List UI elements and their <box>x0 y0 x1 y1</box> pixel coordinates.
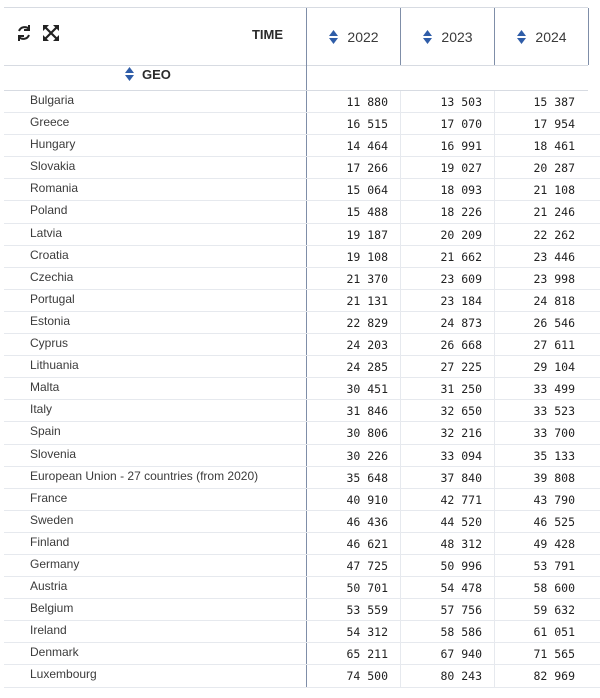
value-cell-2024: 29 104 <box>533 360 575 375</box>
geo-dimension-label: GEO <box>142 66 171 82</box>
table-row <box>4 665 600 687</box>
value-cell-2022: 21 131 <box>346 293 388 308</box>
column-divider <box>400 224 401 245</box>
geo-cell: Croatia <box>30 247 69 262</box>
sort-icon[interactable] <box>328 29 339 45</box>
value-cell-2022: 19 187 <box>346 227 388 242</box>
column-divider <box>306 555 307 576</box>
column-header-2024[interactable] <box>494 8 589 65</box>
value-cell-2023: 20 209 <box>440 227 482 242</box>
value-cell-2023: 18 093 <box>440 183 482 198</box>
geo-cell: Ireland <box>30 623 67 638</box>
table-row <box>4 290 600 312</box>
value-cell-2023: 18 226 <box>440 205 482 220</box>
column-divider <box>400 201 401 222</box>
table-row <box>4 400 600 422</box>
column-divider <box>400 179 401 200</box>
geo-cell: Luxembourg <box>30 667 97 682</box>
table-row <box>4 113 600 135</box>
column-divider <box>400 621 401 642</box>
value-cell-2023: 24 873 <box>440 315 482 330</box>
value-cell-2023: 21 662 <box>440 249 482 264</box>
column-divider <box>400 555 401 576</box>
table-row <box>4 201 600 223</box>
value-cell-2022: 65 211 <box>346 647 388 662</box>
column-divider <box>400 445 401 466</box>
value-cell-2024: 61 051 <box>533 625 575 640</box>
column-divider <box>306 511 307 532</box>
column-header-2022[interactable] <box>306 8 400 65</box>
column-divider <box>400 378 401 399</box>
year-label: 2024 <box>535 28 567 45</box>
column-divider <box>400 91 401 112</box>
value-cell-2022: 19 108 <box>346 249 388 264</box>
geo-cell: Slovenia <box>30 446 77 461</box>
table-row <box>4 599 600 621</box>
column-divider <box>400 290 401 311</box>
column-divider <box>400 577 401 598</box>
table-toolbar <box>15 24 60 42</box>
table-row <box>4 555 600 577</box>
value-cell-2024: 22 262 <box>533 227 575 242</box>
column-divider <box>400 268 401 289</box>
column-divider <box>306 64 307 90</box>
value-cell-2024: 27 611 <box>533 338 575 353</box>
column-divider <box>400 533 401 554</box>
geo-cell: Denmark <box>30 645 79 660</box>
column-divider <box>306 577 307 598</box>
geo-cell: Austria <box>30 579 68 594</box>
table-row <box>4 511 600 533</box>
table-row <box>4 422 600 444</box>
column-divider <box>306 467 307 488</box>
table-row <box>4 246 600 268</box>
geo-cell: France <box>30 490 68 505</box>
column-divider <box>306 665 307 686</box>
data-table <box>4 7 600 698</box>
value-cell-2022: 54 312 <box>346 625 388 640</box>
value-cell-2023: 50 996 <box>440 558 482 573</box>
table-row <box>4 334 600 356</box>
value-cell-2023: 17 070 <box>440 117 482 132</box>
value-cell-2023: 37 840 <box>440 470 482 485</box>
column-divider <box>306 378 307 399</box>
value-cell-2024: 71 565 <box>533 647 575 662</box>
sort-icon[interactable] <box>422 29 433 45</box>
value-cell-2022: 17 266 <box>346 161 388 176</box>
value-cell-2023: 58 586 <box>440 625 482 640</box>
year-label: 2023 <box>441 28 473 45</box>
value-cell-2024: 21 246 <box>533 205 575 220</box>
value-cell-2023: 67 940 <box>440 647 482 662</box>
value-cell-2024: 46 525 <box>533 514 575 529</box>
table-row <box>4 135 600 157</box>
time-dimension-label: TIME <box>251 27 283 42</box>
column-divider <box>400 467 401 488</box>
value-cell-2023: 32 216 <box>440 426 482 441</box>
value-cell-2023: 19 027 <box>440 161 482 176</box>
value-cell-2023: 42 771 <box>440 492 482 507</box>
value-cell-2022: 24 203 <box>346 338 388 353</box>
table-row <box>4 643 600 665</box>
geo-sort-header[interactable] <box>124 66 171 82</box>
table-row <box>4 224 600 246</box>
value-cell-2024: 33 499 <box>533 382 575 397</box>
value-cell-2024: 15 387 <box>533 95 575 109</box>
value-cell-2022: 30 226 <box>346 448 388 463</box>
column-divider <box>306 224 307 245</box>
table-row <box>4 621 600 643</box>
column-header-2023[interactable] <box>400 8 494 65</box>
column-divider <box>400 599 401 620</box>
value-cell-2024: 17 954 <box>533 117 575 132</box>
value-cell-2023: 26 668 <box>440 338 482 353</box>
column-divider <box>400 400 401 421</box>
column-divider <box>400 135 401 156</box>
geo-cell: Portugal <box>30 291 75 306</box>
value-cell-2024: 82 969 <box>533 669 575 684</box>
geo-cell: Latvia <box>30 225 63 240</box>
column-divider <box>306 312 307 333</box>
table-row <box>4 356 600 378</box>
value-cell-2024: 23 998 <box>533 271 575 286</box>
geo-cell: Bulgaria <box>30 93 75 107</box>
value-cell-2024: 49 428 <box>533 536 575 551</box>
value-cell-2022: 35 648 <box>346 470 388 485</box>
value-cell-2022: 15 064 <box>346 183 388 198</box>
value-cell-2022: 31 846 <box>346 404 388 419</box>
sort-icon[interactable] <box>124 66 135 82</box>
column-divider <box>306 356 307 377</box>
year-label: 2022 <box>347 28 379 45</box>
value-cell-2024: 23 446 <box>533 249 575 264</box>
value-cell-2024: 53 791 <box>533 558 575 573</box>
geo-cell: Finland <box>30 534 70 549</box>
geo-cell: Romania <box>30 181 79 196</box>
geo-cell: European Union - 27 countries (from 2020) <box>30 468 259 483</box>
table-row <box>4 179 600 201</box>
value-cell-2022: 53 559 <box>346 603 388 618</box>
geo-cell: Lithuania <box>30 358 79 373</box>
value-cell-2023: 54 478 <box>440 581 482 596</box>
value-cell-2022: 24 285 <box>346 360 388 375</box>
geo-cell: Cyprus <box>30 336 69 351</box>
table-row <box>4 467 600 489</box>
geo-cell: Spain <box>30 424 61 439</box>
geo-cell: Greece <box>30 115 70 130</box>
value-cell-2023: 31 250 <box>440 382 482 397</box>
value-cell-2022: 74 500 <box>346 669 388 684</box>
column-divider <box>306 422 307 443</box>
column-divider <box>306 135 307 156</box>
column-divider <box>306 533 307 554</box>
value-cell-2023: 23 609 <box>440 271 482 286</box>
geo-cell: Italy <box>30 402 53 417</box>
value-cell-2023: 44 520 <box>440 514 482 529</box>
geo-cell: Poland <box>30 203 68 218</box>
column-divider <box>306 400 307 421</box>
table-row <box>4 533 600 555</box>
geo-cell: Czechia <box>30 269 74 284</box>
value-cell-2024: 18 461 <box>533 139 575 154</box>
value-cell-2022: 15 488 <box>346 205 388 220</box>
value-cell-2022: 16 515 <box>346 117 388 132</box>
value-cell-2022: 30 806 <box>346 426 388 441</box>
table-row <box>4 445 600 467</box>
geo-cell: Malta <box>30 380 60 395</box>
value-cell-2024: 24 818 <box>533 293 575 308</box>
value-cell-2022: 47 725 <box>346 558 388 573</box>
value-cell-2022: 30 451 <box>346 382 388 397</box>
geo-cell: Hungary <box>30 137 76 152</box>
swap-axes-icon[interactable] <box>15 24 33 42</box>
column-divider <box>306 201 307 222</box>
value-cell-2024: 33 523 <box>533 404 575 419</box>
table-row <box>4 312 600 334</box>
column-divider <box>306 157 307 178</box>
column-divider <box>306 621 307 642</box>
column-divider <box>400 312 401 333</box>
value-cell-2022: 22 829 <box>346 315 388 330</box>
value-cell-2023: 13 503 <box>440 95 482 109</box>
value-cell-2022: 14 464 <box>346 139 388 154</box>
column-divider <box>306 246 307 267</box>
column-divider <box>400 643 401 664</box>
sort-icon[interactable] <box>516 29 527 45</box>
value-cell-2023: 57 756 <box>440 603 482 618</box>
value-cell-2024: 59 632 <box>533 603 575 618</box>
column-divider <box>400 157 401 178</box>
value-cell-2022: 11 880 <box>346 95 388 109</box>
column-divider <box>400 489 401 510</box>
value-cell-2022: 40 910 <box>346 492 388 507</box>
value-cell-2022: 21 370 <box>346 271 388 286</box>
table-row <box>4 157 600 179</box>
column-divider <box>400 334 401 355</box>
column-divider <box>306 489 307 510</box>
column-divider <box>306 599 307 620</box>
value-cell-2022: 50 701 <box>346 581 388 596</box>
value-cell-2024: 58 600 <box>533 581 575 596</box>
geo-cell: Germany <box>30 556 80 571</box>
geo-cell: Slovakia <box>30 159 76 174</box>
column-divider <box>306 268 307 289</box>
column-divider <box>400 511 401 532</box>
column-divider <box>400 113 401 134</box>
column-divider <box>400 422 401 443</box>
column-divider <box>306 290 307 311</box>
value-cell-2024: 33 700 <box>533 426 575 441</box>
geo-cell: Belgium <box>30 601 74 616</box>
geo-cell: Estonia <box>30 313 71 328</box>
table-row <box>4 489 600 511</box>
value-cell-2024: 43 790 <box>533 492 575 507</box>
column-divider <box>306 643 307 664</box>
table-row <box>4 577 600 599</box>
time-header-row <box>4 7 588 66</box>
table-row <box>4 378 600 400</box>
table-row <box>4 91 600 113</box>
table-body <box>4 91 600 688</box>
column-divider <box>306 91 307 112</box>
column-divider <box>400 356 401 377</box>
value-cell-2024: 35 133 <box>533 448 575 463</box>
value-cell-2024: 26 546 <box>533 315 575 330</box>
column-divider <box>306 113 307 134</box>
geo-cell: Sweden <box>30 512 74 527</box>
value-cell-2024: 20 287 <box>533 161 575 176</box>
value-cell-2023: 48 312 <box>440 536 482 551</box>
value-cell-2024: 39 808 <box>533 470 575 485</box>
value-cell-2023: 27 225 <box>440 360 482 375</box>
column-divider <box>400 246 401 267</box>
value-cell-2023: 16 991 <box>440 139 482 154</box>
fullscreen-icon[interactable] <box>42 24 60 42</box>
column-divider <box>306 179 307 200</box>
value-cell-2023: 80 243 <box>440 669 482 684</box>
value-cell-2023: 32 650 <box>440 404 482 419</box>
value-cell-2024: 21 108 <box>533 183 575 198</box>
column-divider <box>306 334 307 355</box>
table-row <box>4 268 600 290</box>
column-divider <box>400 665 401 686</box>
column-divider <box>306 445 307 466</box>
value-cell-2023: 33 094 <box>440 448 482 463</box>
value-cell-2023: 23 184 <box>440 293 482 308</box>
value-cell-2022: 46 436 <box>346 514 388 529</box>
geo-header-row <box>4 64 588 91</box>
value-cell-2022: 46 621 <box>346 536 388 551</box>
